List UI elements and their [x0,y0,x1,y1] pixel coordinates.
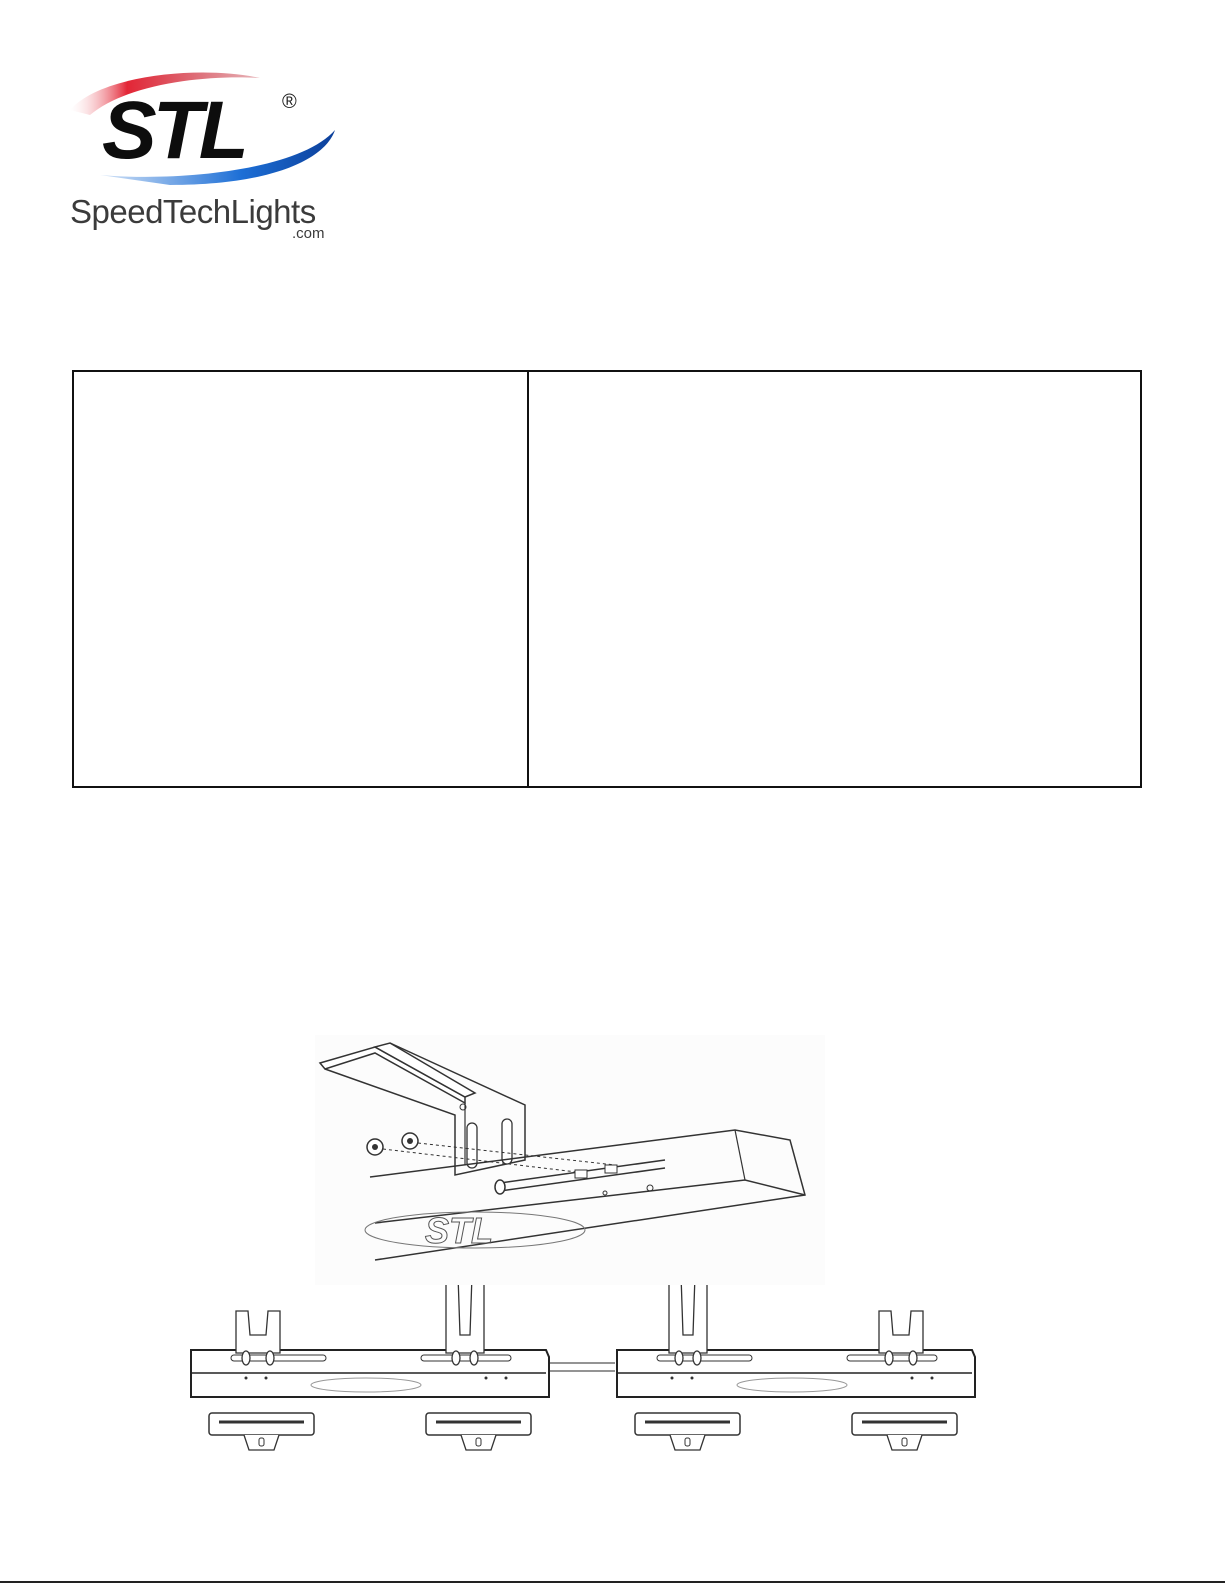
mount-bracket-exploded-view-icon [315,1035,825,1285]
light-bar-pair-with-brackets-icon [185,1285,1000,1480]
info-table-right-cell [529,372,1140,786]
light-bar-assembly-diagram [185,1285,1000,1480]
bracket-mount-diagram [315,1035,825,1285]
brand-name: SpeedTechLights [70,193,316,230]
info-table [72,370,1142,788]
registered-mark: ® [282,91,297,113]
bar-mark-text: STL [425,1210,493,1251]
brand-logo [60,60,350,245]
logo-letters: STL [102,85,245,176]
brand-domain: .com [292,225,325,242]
page-bottom-rule [0,1581,1225,1583]
info-table-left-cell [74,372,529,786]
stl-logo-icon [60,60,350,245]
